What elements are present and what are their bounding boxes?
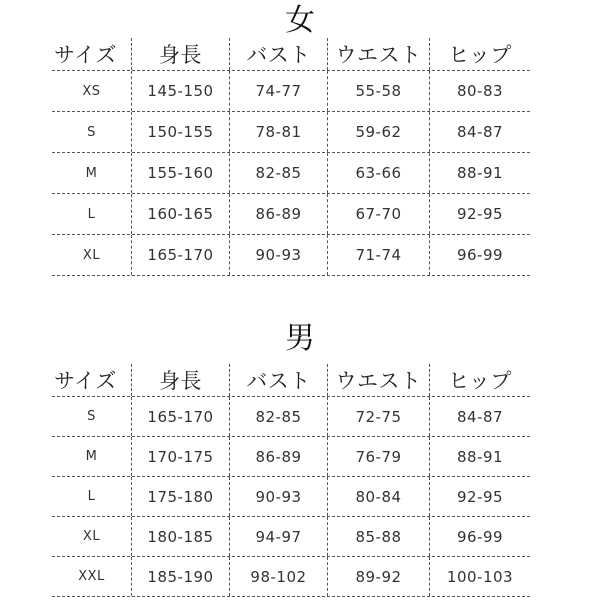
men-size-table [52, 364, 530, 597]
bust-cell: 86-89 [230, 194, 328, 234]
size-cell: L [52, 194, 132, 234]
table-row [52, 194, 530, 235]
table-row [52, 235, 530, 276]
height-cell: 170-175 [132, 437, 230, 476]
waist-cell: 72-75 [328, 397, 430, 436]
waist-cell: 59-62 [328, 112, 430, 152]
waist-cell: 85-88 [328, 517, 430, 556]
header-size: サイズ [52, 38, 132, 70]
height-cell: 180-185 [132, 517, 230, 556]
table-row [52, 557, 530, 597]
height-cell: 165-170 [132, 397, 230, 436]
height-cell: 150-155 [132, 112, 230, 152]
header-bust: バスト [230, 38, 328, 70]
header-hip: ヒップ [448, 369, 512, 393]
hip-cell: 96-99 [456, 527, 504, 546]
header-height: 身長 [132, 38, 230, 70]
height-cell: 175-180 [132, 477, 230, 516]
bust-cell: 90-93 [230, 235, 328, 275]
hip-cell: 80-83 [456, 82, 504, 100]
size-cell: S [52, 112, 132, 152]
waist-cell: 55-58 [328, 71, 430, 111]
table-row [52, 437, 530, 477]
bust-cell: 86-89 [230, 437, 328, 476]
women-section-title: 女 [285, 3, 315, 38]
table-row [52, 112, 530, 153]
hip-cell: 92-95 [456, 205, 504, 223]
size-cell: L [52, 477, 132, 516]
header-hip: ヒップ [448, 43, 512, 67]
bust-cell: 82-85 [230, 153, 328, 193]
height-cell: 165-170 [132, 235, 230, 275]
size-cell: XS [52, 71, 132, 111]
waist-cell: 76-79 [328, 437, 430, 476]
size-cell: XL [52, 235, 132, 275]
bust-cell: 90-93 [230, 477, 328, 516]
size-cell: S [52, 397, 132, 436]
bust-cell: 94-97 [230, 517, 328, 556]
hip-cell: 88-91 [456, 447, 504, 466]
header-bust: バスト [230, 364, 328, 396]
height-cell: 160-165 [132, 194, 230, 234]
size-cell: XXL [52, 557, 132, 596]
height-cell: 185-190 [132, 557, 230, 596]
size-cell: XL [52, 517, 132, 556]
waist-cell: 63-66 [328, 153, 430, 193]
height-cell: 155-160 [132, 153, 230, 193]
bust-cell: 78-81 [230, 112, 328, 152]
hip-cell: 84-87 [456, 123, 504, 141]
table-header-row [52, 364, 530, 397]
header-waist: ウエスト [328, 364, 430, 396]
table-row [52, 71, 530, 112]
bust-cell: 98-102 [230, 557, 328, 596]
men-section-title: 男 [285, 321, 315, 356]
waist-cell: 89-92 [328, 557, 430, 596]
table-header-row [52, 38, 530, 71]
header-waist: ウエスト [328, 38, 430, 70]
size-cell: M [52, 153, 132, 193]
waist-cell: 71-74 [328, 235, 430, 275]
height-cell: 145-150 [132, 71, 230, 111]
header-height: 身長 [132, 364, 230, 396]
women-size-table [52, 38, 530, 276]
hip-cell: 88-91 [456, 164, 504, 182]
waist-cell: 67-70 [328, 194, 430, 234]
hip-cell: 96-99 [456, 246, 504, 264]
bust-cell: 74-77 [230, 71, 328, 111]
table-row [52, 397, 530, 437]
table-row [52, 477, 530, 517]
table-row [52, 517, 530, 557]
table-row [52, 153, 530, 194]
bust-cell: 82-85 [230, 397, 328, 436]
size-cell: M [52, 437, 132, 476]
hip-cell: 84-87 [456, 407, 504, 426]
hip-cell: 100-103 [446, 567, 514, 586]
hip-cell: 92-95 [456, 487, 504, 506]
header-size: サイズ [52, 364, 132, 396]
waist-cell: 80-84 [328, 477, 430, 516]
